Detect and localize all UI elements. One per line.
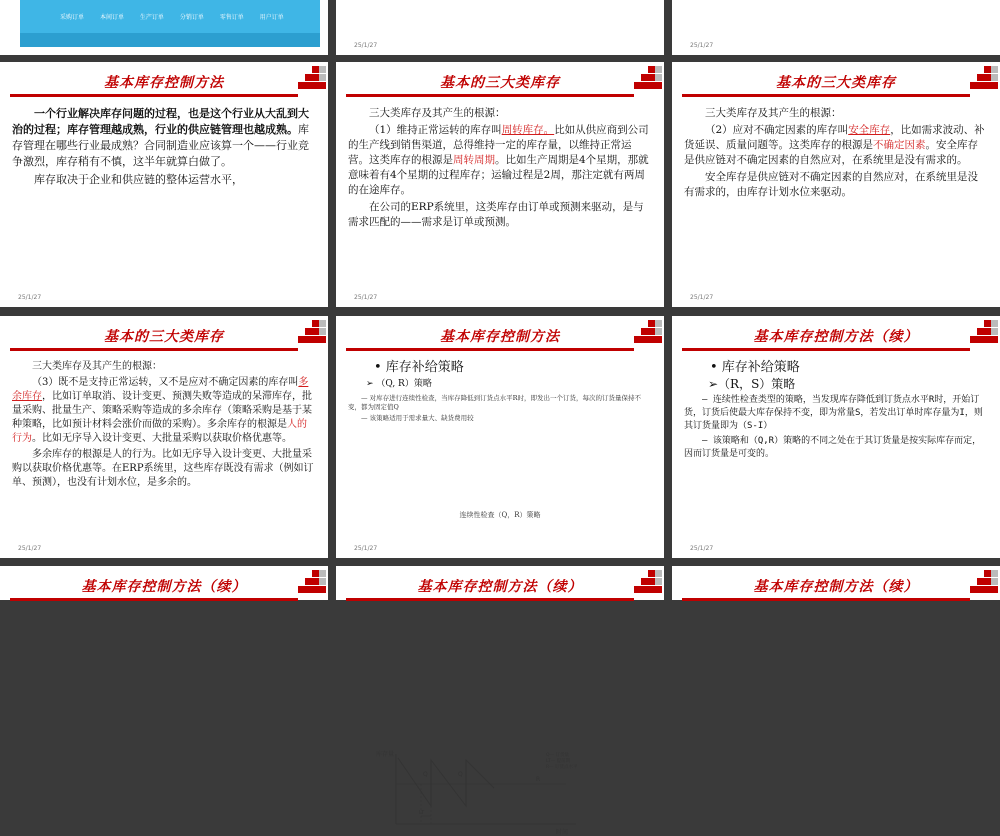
- slide-date: 25/1/27: [690, 42, 714, 49]
- paragraph: （2）应对不确定因素的库存叫安全库存，比如需求波动、补货延误、质量问题等。这类库存的根源是不确定因素。安全库存是供应链对不确定因素的自然应对，在系统里是没有需求的。: [684, 124, 985, 166]
- slide-date: 25/1/27: [18, 294, 42, 301]
- slide-thumb-11[interactable]: [336, 566, 664, 600]
- paragraph: 一个行业解决库存问题的过程，也是这个行业从大乱到大治的过程；库存管理越成熟，行业的供应链管理也越成熟。库存管理在哪些行业最成熟？合同制造业应该算一个——行业竞争激烈，库存稍有不慎，这半年就算白做了。: [12, 107, 309, 168]
- bullet-heading: • 库存补给策略: [710, 360, 800, 375]
- sub-bullet: ➢（R，S）策略: [708, 377, 796, 391]
- note-line: — 该策略和（Q,R）策略的不同之处在于其订货量是按实际库存而定，因而订货量是可变的。: [684, 436, 982, 459]
- slide-title: 基本库存控制方法（续）: [417, 579, 583, 595]
- nav-link[interactable]: 生产订单: [139, 14, 164, 21]
- title-underline: [682, 94, 970, 97]
- slide-title: 基本库存控制方法（续）: [753, 579, 919, 595]
- corner-squares-decoration: [968, 66, 998, 96]
- slide-thumb-3[interactable]: [672, 0, 1000, 55]
- corner-squares-decoration: [632, 320, 662, 350]
- title-underline: [10, 348, 298, 351]
- slide-date: 25/1/27: [690, 294, 714, 301]
- note-line: — 对库存进行连续性检查，当库存降低到订货点水平R时，即发出一个订货，每次的订货量保持不变，都为固定值Q: [348, 394, 641, 411]
- q-label: Q: [423, 771, 428, 778]
- r-label: R: [536, 776, 541, 783]
- nav-link[interactable]: 零售订单: [219, 14, 244, 21]
- corner-squares-decoration: [296, 570, 326, 600]
- paragraph: （1）维持正常运转的库存叫周转库存。比如从供应商到公司的生产线到销售渠道，总得维持一定的库存量，以维持正常运营。这类库存的根源是周转周期。比如生产周期是4个星期，那就意味着有4个星期的过程库存；运输过程是2周，那注定就有两周的在途库存。: [348, 124, 649, 196]
- slide-body: [348, 360, 652, 425]
- banner-wave: [20, 33, 320, 47]
- nav-link[interactable]: 分销订单: [179, 14, 204, 21]
- slide-date: 25/1/27: [354, 42, 378, 49]
- slide-thumb-2[interactable]: [336, 0, 664, 55]
- y-axis-label: 库存量: [376, 751, 395, 758]
- slide-thumb-10[interactable]: [0, 566, 328, 600]
- title-underline: [10, 598, 298, 601]
- title-underline: [10, 94, 298, 97]
- slide-title: 基本库存控制方法（续）: [81, 579, 247, 595]
- slide-thumb-4[interactable]: [0, 62, 328, 307]
- paragraph: 安全库存是供应链对不确定因素的自然应对，在系统里是没有需求的，由库存计划水位来驱动。: [684, 171, 978, 198]
- legend-item: Q— 订货量: [546, 753, 569, 758]
- corner-squares-decoration: [632, 570, 662, 600]
- paragraph: 三大类库存及其产生的根源：: [369, 107, 506, 119]
- corner-squares-decoration: [968, 570, 998, 600]
- slide-date: 25/1/27: [690, 545, 714, 552]
- paragraph: 三大类库存及其产生的根源：: [32, 361, 162, 372]
- slide-title: 基本的三大类库存: [440, 75, 560, 91]
- slide-date: 25/1/27: [18, 545, 42, 552]
- nav-link[interactable]: 用户订单: [259, 14, 284, 21]
- corner-squares-decoration: [296, 320, 326, 350]
- title-underline: [346, 94, 634, 97]
- slide-body: [684, 360, 988, 463]
- legend-item: LT— 提前期: [546, 759, 571, 764]
- q-label: Q: [458, 771, 463, 778]
- nav-link[interactable]: 本间订单: [99, 14, 124, 21]
- slide-thumb-1[interactable]: [0, 0, 328, 55]
- slide-thumb-7[interactable]: [0, 316, 328, 558]
- title-underline: [346, 348, 634, 351]
- x-axis-label: 时间: [556, 829, 569, 836]
- nav-link[interactable]: 采购订单: [60, 14, 85, 21]
- note-line: — 该策略适用于需求量大、缺货费用较: [361, 414, 474, 422]
- slide-title: 基本库存控制方法: [440, 329, 560, 345]
- diagram-caption: 连续性检查（Q，R）策略: [459, 511, 541, 519]
- title-underline: [682, 348, 970, 351]
- corner-squares-decoration: [968, 320, 998, 350]
- slide-body: [12, 360, 316, 492]
- corner-squares-decoration: [296, 66, 326, 96]
- title-underline: [346, 598, 634, 601]
- corner-squares-decoration: [632, 66, 662, 96]
- slide-date: 25/1/27: [354, 294, 378, 301]
- slide-thumb-5[interactable]: [336, 62, 664, 307]
- slide-title: 基本的三大类库存: [776, 75, 896, 91]
- slide-date: 25/1/27: [354, 545, 378, 552]
- sub-bullet: ➢ （Q, R）策略: [366, 379, 432, 389]
- slide-title: 基本的三大类库存: [104, 329, 224, 345]
- slide-body: [348, 106, 652, 232]
- inventory-line: [398, 758, 494, 806]
- paragraph: 库存取决于企业和供应链的整体运营水平，: [34, 173, 243, 186]
- nav-links: [60, 12, 298, 21]
- nav-banner: [20, 0, 320, 47]
- bullet-heading: • 库存补给策略: [374, 360, 464, 375]
- inventory-sawtooth-diagram: [376, 746, 616, 836]
- paragraph: 多余库存的根源是人的行为。比如无序导入设计变更、大批量采购以获取价格优惠等。在ERP系统里，这些库存既没有需求（例如订单、预测），也没有计划水位，是多余的。: [12, 449, 314, 488]
- slide-body: [684, 106, 988, 202]
- slide-title: 基本库存控制方法（续）: [753, 329, 919, 345]
- paragraph: 三大类库存及其产生的根源：: [705, 107, 842, 119]
- slide-body: [12, 106, 316, 190]
- note-line: — 连续性检查类型的策略，当发现库存降低到订货点水平R时，开始订货，订货后使最大库存保持不变，即为常量S，若发出订单时库存量为I，则其订货量即为（S-I）: [684, 395, 983, 431]
- slide-thumb-9[interactable]: [672, 316, 1000, 558]
- slide-thumb-12[interactable]: [672, 566, 1000, 600]
- paragraph: （3）既不是支持正常运转，又不是应对不确定因素的库存叫多余库存，比如订单取消、设计变更、预测失败等造成的呆滞库存，批量采购、批量生产、策略采购等造成的多余库存（策略采购是基于某种策略，比如预计材料会涨价而做的采购）。多余库存的根源是人的行为。比如无序导入设计变更、大批量采购以获取价格优惠等。: [12, 377, 312, 444]
- title-underline: [682, 598, 970, 601]
- slide-thumb-6[interactable]: [672, 62, 1000, 307]
- legend-item: R— 订货点水平: [546, 765, 578, 770]
- slide-title: 基本库存控制方法: [104, 75, 224, 91]
- paragraph: 在公司的ERP系统里，这类库存由订单或预测来驱动，是与需求匹配的——需求是订单或预测。: [348, 201, 644, 228]
- lt-label: LT: [419, 810, 425, 816]
